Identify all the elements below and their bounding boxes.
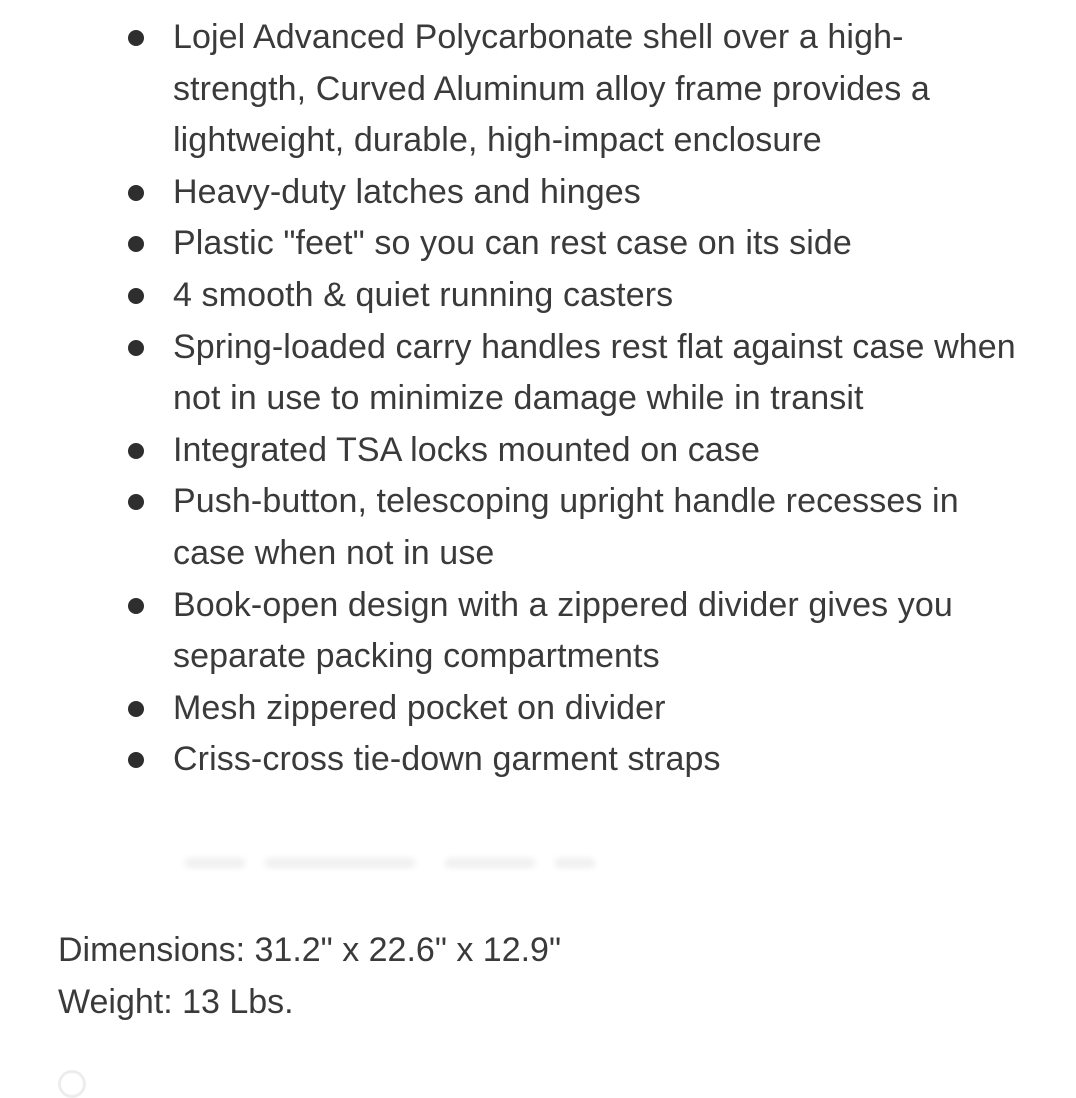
bullet-icon — [128, 443, 144, 459]
decorative-circle-icon — [58, 1070, 86, 1098]
list-item — [0, 476, 1076, 579]
feature-text: Criss-cross tie-down garment straps — [173, 740, 721, 779]
list-item — [0, 270, 1076, 322]
feature-text: Book-open design with a zippered divider gives you separate packing compartments — [173, 585, 953, 676]
faded-text-artifact — [185, 850, 605, 880]
list-item — [0, 322, 1076, 425]
list-item — [0, 580, 1076, 683]
bullet-icon — [128, 598, 144, 614]
feature-text: Lojel Advanced Polycarbonate shell over a high-strength, Curved Aluminum alloy frame provides a lightweight, durable, high-impact enclosure — [173, 18, 930, 160]
weight-text: Weight: 13 Lbs. — [58, 983, 294, 1021]
feature-text: 4 smooth & quiet running casters — [173, 275, 674, 314]
feature-text: Push-button, telescoping upright handle recesses in case when not in use — [173, 482, 959, 572]
list-item — [0, 218, 1076, 270]
list-item — [0, 425, 1076, 477]
feature-text: Mesh zippered pocket on divider — [173, 688, 666, 727]
feature-text: Integrated TSA locks mounted on case — [173, 430, 760, 469]
feature-list — [0, 12, 1076, 786]
bullet-icon — [128, 340, 144, 356]
specifications — [58, 924, 1018, 1028]
list-item — [0, 167, 1076, 219]
list-item — [0, 734, 1076, 786]
bullet-icon — [128, 30, 144, 46]
bullet-icon — [128, 752, 144, 768]
feature-text: Plastic "feet" so you can rest case on its side — [173, 224, 852, 263]
list-item — [0, 683, 1076, 735]
dimensions-text: Dimensions: 31.2" x 22.6" x 12.9" — [58, 931, 562, 969]
list-item — [0, 12, 1076, 167]
bullet-icon — [128, 288, 144, 304]
feature-text: Spring-loaded carry handles rest flat against case when not in use to minimize damage while in transit — [173, 327, 1016, 418]
bullet-icon — [128, 236, 144, 252]
feature-text: Heavy-duty latches and hinges — [173, 172, 641, 211]
bullet-icon — [128, 185, 144, 201]
bullet-icon — [128, 494, 144, 510]
bullet-icon — [128, 701, 144, 717]
